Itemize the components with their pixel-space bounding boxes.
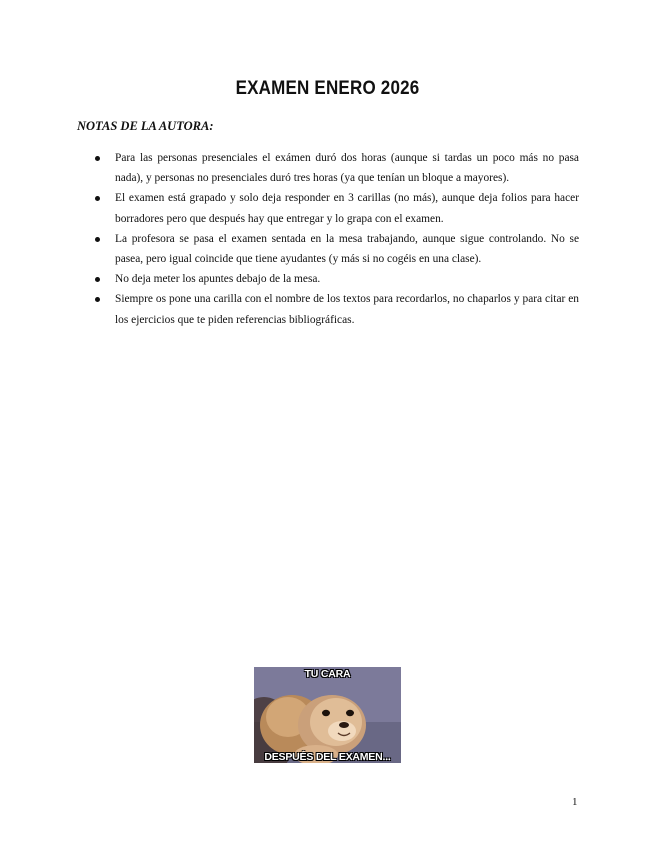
notes-list xyxy=(95,148,579,330)
list-item xyxy=(95,289,579,329)
bullet-icon xyxy=(95,237,100,242)
list-item xyxy=(95,269,579,289)
seal-pup-illustration xyxy=(254,667,401,763)
document-title: EXAMEN ENERO 2026 xyxy=(235,76,420,99)
bullet-icon xyxy=(95,297,100,302)
list-item xyxy=(95,148,579,188)
list-item-text: La profesora se pasa el examen sentada en la mesa trabajando, aunque sigue controlando. No se pasea, pero igual coincide que tiene ayudantes (y más si no cogéis en una clase). xyxy=(115,232,579,266)
meme-top-caption: TU CARA xyxy=(304,668,351,680)
list-item xyxy=(95,229,579,269)
page-number: 1 xyxy=(572,796,578,808)
list-item-text: Para las personas presenciales el exámen duró dos horas (aunque si tardas un poco más no pasa nada), y personas no presenciales duró tres horas (ya que tenían un bloque a mayores). xyxy=(115,152,579,185)
bullet-icon xyxy=(95,277,100,282)
bullet-icon xyxy=(95,196,100,201)
list-item xyxy=(95,188,579,228)
list-item-text: No deja meter los apuntes debajo de la mesa. xyxy=(115,273,321,286)
list-item-text: Siempre os pone una carilla con el nombre de los textos para recordarlos, no chaparlos y para citar en los ejercicios que te piden referencias bibliográficas. xyxy=(115,293,579,326)
meme-bottom-caption: DESPUÉS DEL EXAMEN... xyxy=(264,751,391,763)
list-item-text: El examen está grapado y solo deja responder en 3 carillas (no más), aunque deja folios para hacer borradores pero que después hay que entregar y lo grapa con el examen. xyxy=(115,192,579,225)
meme-image xyxy=(254,667,401,763)
bullet-icon xyxy=(95,156,100,161)
notes-heading: NOTAS DE LA AUTORA: xyxy=(77,119,214,133)
